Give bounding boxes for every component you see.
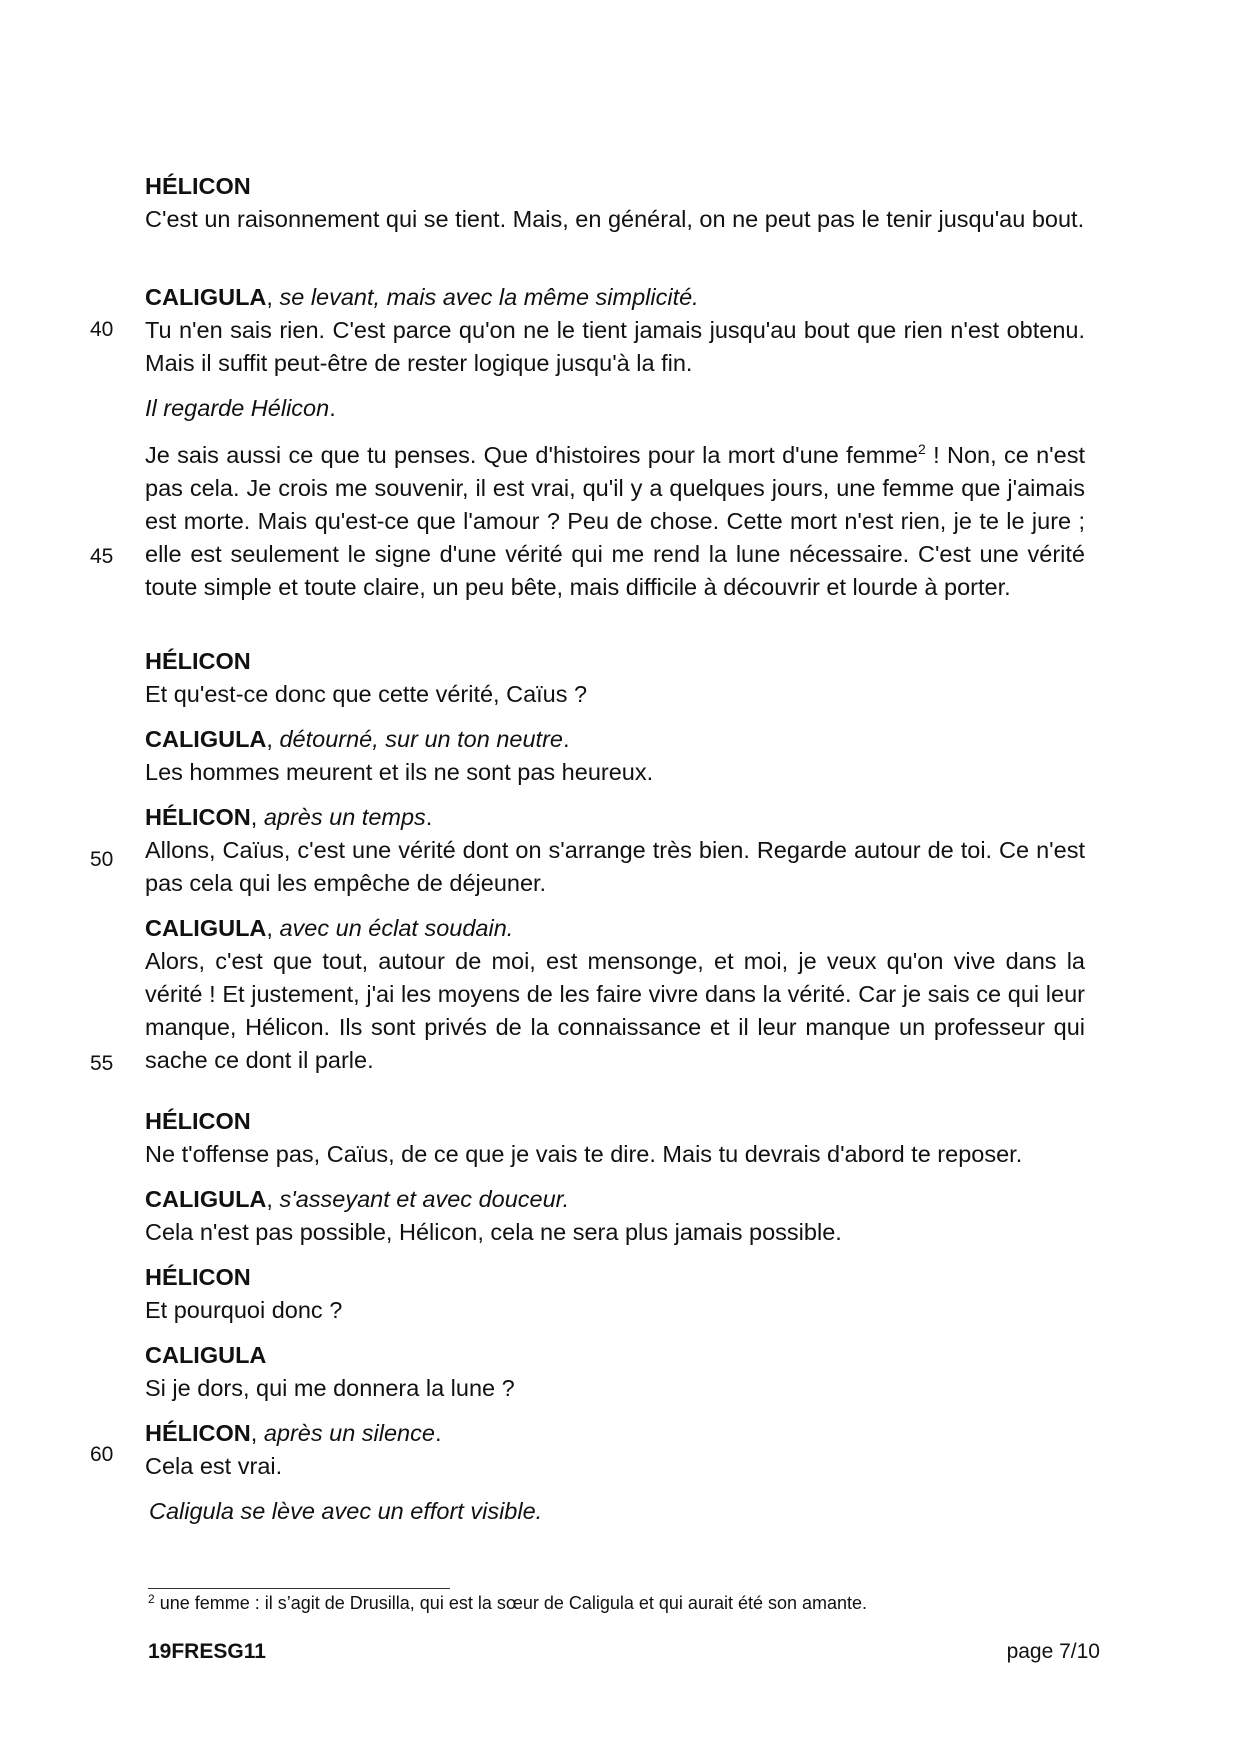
dialogue-helicon-5 [145,1261,1085,1327]
line-number-60: 60 [90,1443,114,1466]
speaker-name: HÉLICON [145,804,251,830]
speaker-line: CALIGULA, avec un éclat soudain. [145,915,514,941]
punctuation: . [562,726,570,752]
stage-direction: avec un éclat soudain. [279,915,514,941]
footnote-number: 2 [148,1592,155,1606]
footnote-ref: 2 [918,441,926,457]
dialogue-caligula-2 [145,723,1085,789]
dialogue-helicon-2 [145,645,1085,711]
speaker-line: CALIGULA, se levant, mais avec la même simplicité. [145,284,699,310]
dialogue-caligula-4 [145,1183,1085,1249]
dialogue-text: Cela est vrai. [145,1453,283,1479]
speaker-line: CALIGULA, détourné, sur un ton neutre. [145,726,570,752]
document-code: 19FRESG11 [148,1640,266,1663]
stage-direction-line [145,392,1085,425]
speaker-name: HÉLICON [145,1108,251,1134]
speaker-name: HÉLICON [145,648,251,674]
dialogue-text: Cela n'est pas possible, Hélicon, cela ne sera plus jamais possible. [145,1219,842,1245]
footnote [148,1590,1088,1616]
speaker-name: CALIGULA [145,284,267,310]
dialogue-text: Et pourquoi donc ? [145,1297,343,1323]
dialogue-helicon-4 [145,1105,1085,1171]
punctuation: . [434,1420,442,1446]
speaker-line: HÉLICON, après un silence. [145,1420,442,1446]
speaker-name: HÉLICON [145,1264,251,1290]
dialogue-caligula-3 [145,912,1085,1077]
footnote-divider [148,1588,450,1589]
speaker-name: CALIGULA [145,915,267,941]
dialogue-caligula-monologue [145,439,1085,604]
stage-direction: Caligula se lève avec un effort visible. [149,1498,543,1524]
speaker-name: CALIGULA [145,1342,267,1368]
line-number-45: 45 [90,545,114,568]
line-number-50: 50 [90,848,114,871]
dialogue-text: Je sais aussi ce que tu penses. Que d'histoires pour la mort d'une femme [145,442,919,468]
dialogue-text: Les hommes meurent et ils ne sont pas heureux. [145,759,654,785]
dialogue-text: Allons, Caïus, c'est une vérité dont on s'arrange très bien. Regarde autour de toi. Ce n'est pas cela qui les empêche de déjeuner. [145,837,1085,896]
dialogue-text: Ne t'offense pas, Caïus, de ce que je vais te dire. Mais tu devrais d'abord te reposer. [145,1141,1023,1167]
speaker-name: CALIGULA [145,1186,267,1212]
speaker-name: CALIGULA [145,726,267,752]
dialogue-text: C'est un raisonnement qui se tient. Mais, en général, on ne peut pas le tenir jusqu'au bout. [145,206,1085,232]
dialogue-helicon-1 [145,170,1085,236]
dialogue-text: Alors, c'est que tout, autour de moi, est mensonge, et moi, je veux qu'on vive dans la vérité ! Et justement, j'ai les moyens de les faire vivre dans la vérité. Car je sais ce qui leur manque, Hélicon. Ils sont privés de la connaissance et il leur manque un professeur qui sache ce dont il parle. [145,948,1085,1073]
punctuation: . [425,804,433,830]
speaker-name: HÉLICON [145,1420,251,1446]
dialogue-text: Tu n'en sais rien. C'est parce qu'on ne le tient jamais jusqu'au bout que rien n'est obtenu. Mais il suffit peut-être de rester logique jusqu'à la fin. [145,317,1085,376]
page-number: page 7/10 [1006,1640,1100,1663]
stage-direction-line [149,1495,1089,1528]
stage-direction: après un temps [263,804,426,830]
dialogue-caligula-5 [145,1339,1085,1405]
dialogue-text: Et qu'est-ce donc que cette vérité, Caïus ? [145,681,588,707]
stage-direction: Il regarde Hélicon [145,395,330,421]
stage-direction: après un silence [263,1420,435,1446]
footnote-text: une femme : il s’agit de Drusilla, qui est la sœur de Caligula et qui aurait été son amante. [154,1593,868,1613]
line-number-55: 55 [90,1052,114,1075]
speaker-line: HÉLICON, après un temps. [145,804,433,830]
stage-direction: détourné, sur un ton neutre [279,726,563,752]
punctuation: . [329,395,336,421]
stage-direction: s'asseyant et avec douceur. [279,1186,570,1212]
dialogue-caligula-1 [145,281,1085,380]
line-number-40: 40 [90,318,114,341]
dialogue-helicon-6 [145,1417,1085,1483]
dialogue-text-cont: ! Non, ce n'est pas cela. Je crois me souvenir, il est vrai, qu'il y a quelques jours, une femme que j'aimais est morte. Mais qu'est-ce que l'amour ? Peu de chose. Cette mort n'est rien, je te le jure ; elle est seulement le signe d'une vérité qui me rend la lune nécessaire. C'est une vérité toute simple et toute claire, un peu bête, mais difficile à découvrir et lourde à porter. [145,442,1086,600]
stage-direction: se levant, mais avec la même simplicité. [279,284,699,310]
speaker-name: HÉLICON [145,173,251,199]
dialogue-helicon-3 [145,801,1085,900]
speaker-line: CALIGULA, s'asseyant et avec douceur. [145,1186,570,1212]
dialogue-text: Si je dors, qui me donnera la lune ? [145,1375,515,1401]
